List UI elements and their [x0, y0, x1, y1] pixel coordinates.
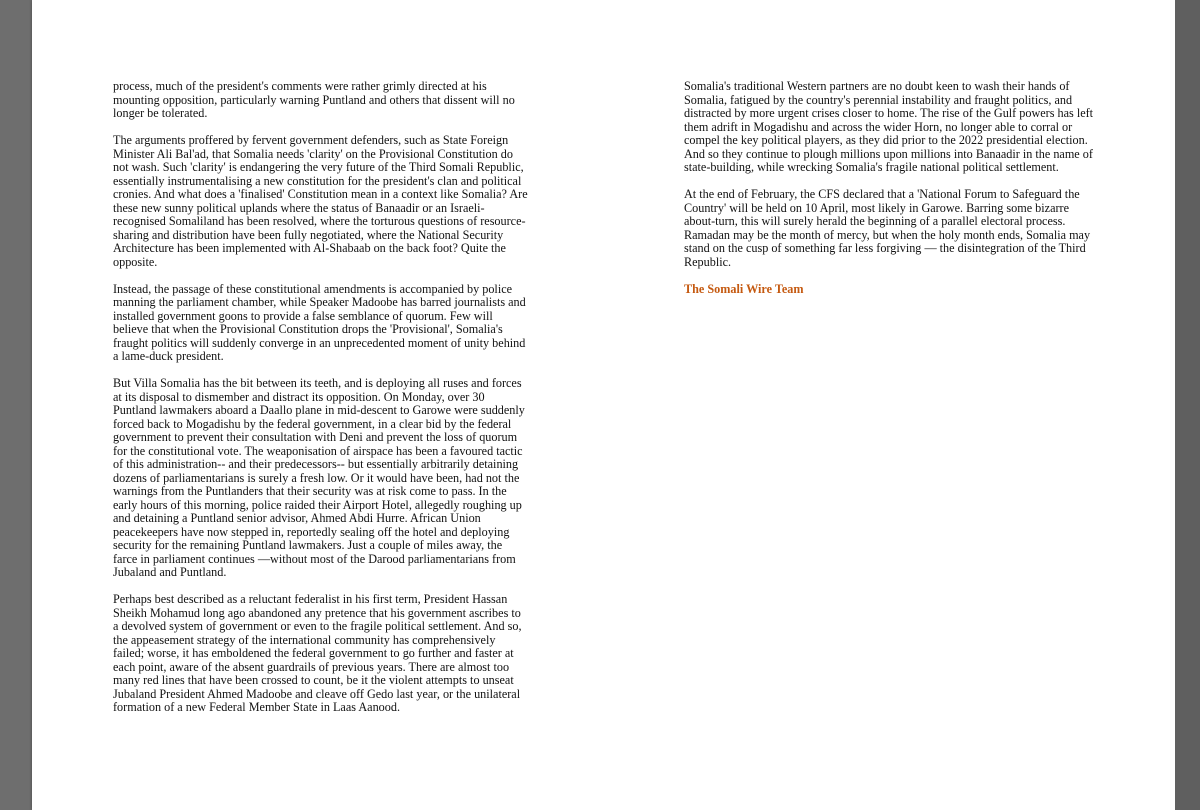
left-column — [113, 80, 528, 728]
paragraph: Somalia's traditional Western partners are no doubt keen to wash their hands of Somalia, fatigued by the country's perennial instability and fraught politics, and distracted by more urgent crises closer to home. The rise of the Gulf powers has left them adrift in Mogadishu and across the wider Horn, no longer able to corral or compel the key political players, as they did prior to the 2022 presidential election. And so they continue to plough millions upon millions into Banaadir in the name of state-building, while wrecking Somalia's fragile national political settlement. — [684, 79, 1094, 174]
paragraph: At the end of February, the CFS declared that a 'National Forum to Safeguard the Country' will be held on 10 April, most likely in Garowe. Barring some bizarre about-turn, this will surely herald the beginning of a parallel electoral process. Ramadan may be the month of mercy, but when the holy month ends, Somalia may stand on the cusp of something far less forgiving — the disintegration of the Third Republic. — [684, 187, 1091, 269]
right-column — [684, 80, 1099, 310]
viewer-background — [0, 0, 32, 810]
document-page — [32, 0, 1175, 810]
paragraph: Perhaps best described as a reluctant federalist in his first term, President Hassan Sheikh Mohamud long ago abandoned any pretence that his government ascribes to a devolved system of government or even to the fragile political settlement. And so, the appeasement strategy of the international community has comprehensively failed; worse, it has emboldened the federal government to go further and faster at each point, aware of the absent guardrails of previous years. There are almost too many red lines that have been crossed to count, be it the violent attempts to unseat Jubaland President Ahmed Madoobe and cleave off Gedo last year, or the unilateral formation of a new Federal Member State in Laas Aanood. — [113, 592, 522, 714]
paragraph: process, much of the president's comments were rather grimly directed at his mounting opposition, particularly warning Puntland and others that dissent will no longer be tolerated. — [113, 79, 515, 120]
paragraph: But Villa Somalia has the bit between its teeth, and is deploying all ruses and forces at its disposal to dismember and distract its opposition. On Monday, over 30 Puntland lawmakers aboard a Daallo plane in mid-descent to Garowe were suddenly forced back to Mogadishu by the federal government, in a clear bid by the federal government to prevent their consultation with Deni and prevent the loss of quorum for the constitutional vote. The weaponisation of airspace has been a favoured tactic of this administration-- and their predecessors-- but essentially arbitrarily detaining dozens of parliamentarians is surely a fresh low. Or it would have been, had not the warnings from the Puntlanders that their security was at risk come to pass. In the early hours of this morning, police raided their Airport Hotel, allegedly roughing up and detaining a Puntland senior advisor, Ahmed Abdi Hurre. African Union peacekeepers have now stepped in, reportedly sealing off the hotel and deploying security for the remaining Puntland lawmakers. Just a couple of miles away, the farce in parliament continues —without most of the Darood parliamentarians from Jubaland and Puntland. — [113, 376, 525, 579]
paragraph: The arguments proffered by fervent government defenders, such as State Foreign Minister Ali Bal'ad, that Somalia needs 'clarity' on the Provisional Constitution do not wash. Such 'clarity' is endangering the very future of the Third Somali Republic, essentially instrumentalising a new constitution for the president's clan and political cronies. And what does a 'finalised' Constitution mean in a context like Somalia? Are these new sunny political uplands where the status of Banaadir or an Israeli-recognised Somaliland has been resolved, where the torturous questions of resource-sharing and distribution have been fully negotiated, where the National Security Architecture has been implemented with Al-Shabaab on the back foot? Quite the opposite. — [113, 133, 528, 269]
author-signature: The Somali Wire Team — [684, 281, 804, 296]
paragraph: Instead, the passage of these constitutional amendments is accompanied by police manning the parliament chamber, while Speaker Madoobe has barred journalists and installed government goons to provide a false semblance of quorum. Few will believe that when the Provisional Constitution drops the 'Provisional', Somalia's fraught politics will suddenly converge in an unprecedented moment of unity behind a lame-duck president. — [113, 281, 526, 363]
scrollbar[interactable] — [1175, 0, 1200, 810]
